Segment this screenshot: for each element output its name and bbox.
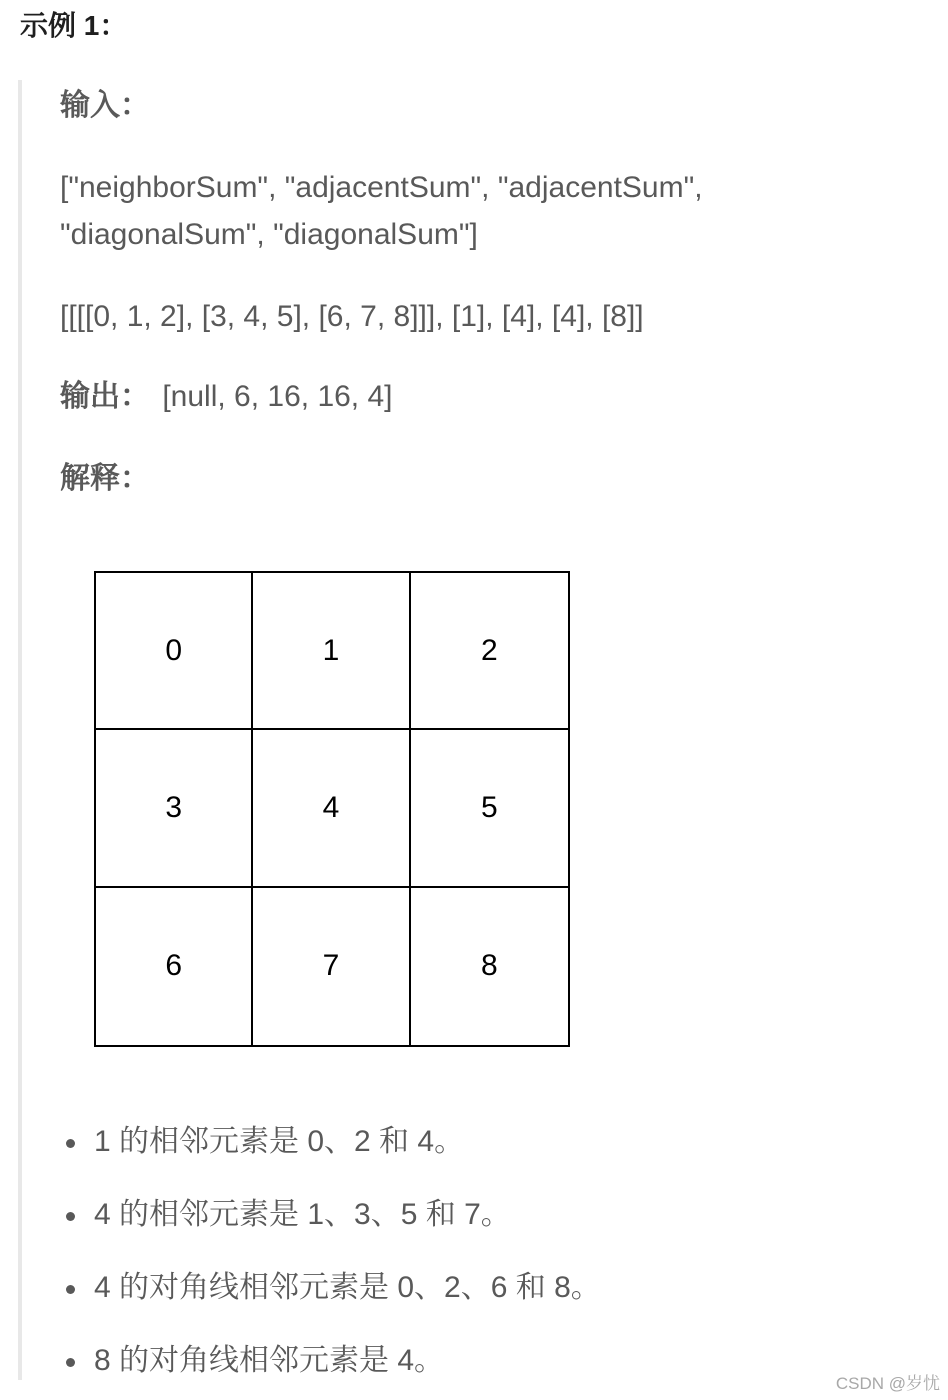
input-label: 输入： xyxy=(60,89,150,122)
grid-cell: 5 xyxy=(411,730,568,887)
grid-cell: 0 xyxy=(96,573,253,730)
output-row xyxy=(60,373,393,420)
list-item: 4 的相邻元素是 1、3、5 和 7。 xyxy=(60,1181,601,1254)
blockquote-bar xyxy=(18,80,22,1380)
input-args: [[[[0, 1, 2], [3, 4, 5], [6, 7, 8]]], [1], [4], [4], [8]] xyxy=(60,300,644,333)
list-item: 1 的相邻元素是 0、2 和 4。 xyxy=(60,1108,601,1181)
grid-cell: 7 xyxy=(253,888,410,1045)
watermark: CSDN @岁忧 xyxy=(835,1374,940,1393)
number-grid xyxy=(94,571,570,1047)
grid-cell: 8 xyxy=(480,949,498,983)
grid-cell: 6 xyxy=(96,888,253,1045)
input-commands-line-2: "diagonalSum", "diagonalSum"] xyxy=(60,218,478,251)
list-item: 8 的对角线相邻元素是 4。 xyxy=(60,1327,601,1400)
grid-cell: 4 xyxy=(253,730,410,887)
explanation-list xyxy=(60,1108,601,1400)
grid-cell: 3 xyxy=(96,730,253,887)
list-item: 4 的对角线相邻元素是 0、2、6 和 8。 xyxy=(60,1254,601,1327)
example-title: 示例 1： xyxy=(20,10,128,41)
grid-cell: 1 xyxy=(253,573,410,730)
input-commands-line-1: ["neighborSum", "adjacentSum", "adjacentSum", xyxy=(60,171,703,204)
output-label: 输出： xyxy=(60,380,150,413)
output-value: [null, 6, 16, 16, 4] xyxy=(162,380,393,413)
grid-cell: 2 xyxy=(411,573,568,730)
explanation-label: 解释： xyxy=(60,462,150,495)
